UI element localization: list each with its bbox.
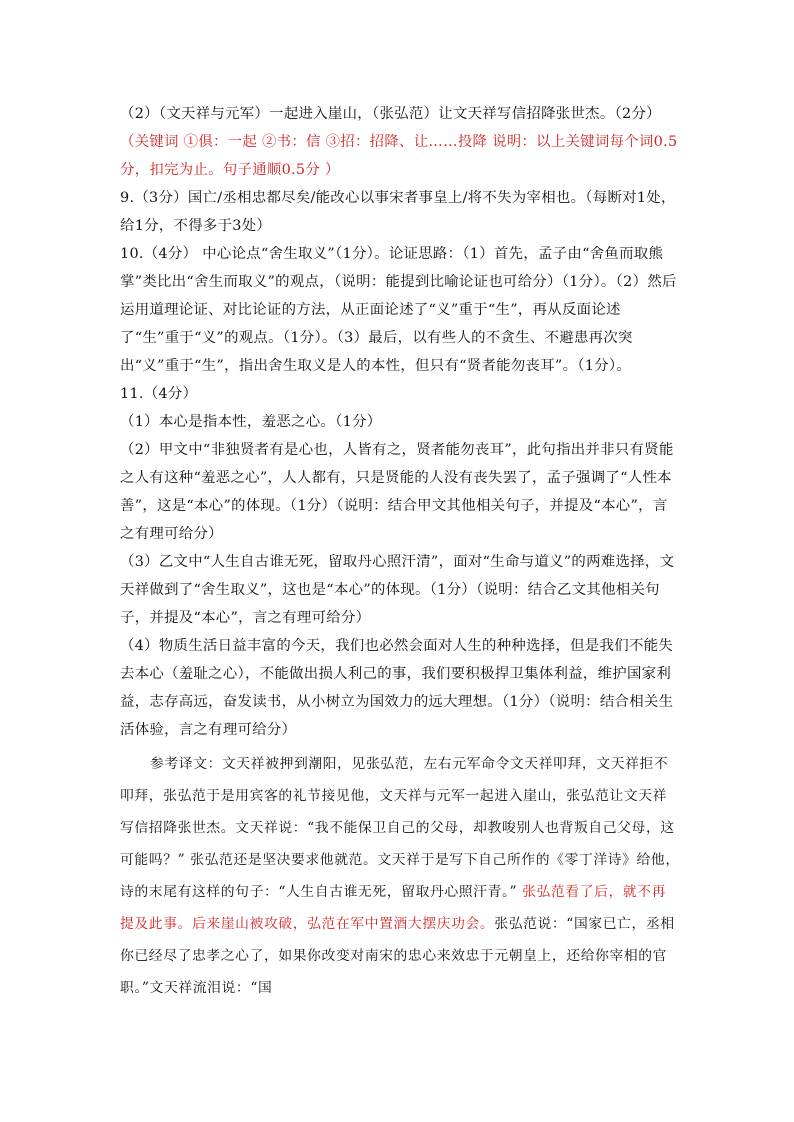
keyword-note: （关键词 ①俱：一起 ②书：信 ③招：招降、让……投降 说明：以上关键词每个词0.5分，扣完为止。句子通顺0.5分 ）	[120, 134, 678, 178]
translation-part1: 参考译文：文天祥被押到潮阳，见张弘范，左右元军命令文天祥叩拜，文天祥拒不叩拜，张弘范于是用宾客的礼节接见他，文天祥与元军一起进入崖山，张弘范让文天祥写信招降张世杰。文天祥说：“我不能保卫自己的父母，却教唆别人也背叛自己父母，这可能吗？” 张弘范还是坚决要求他就范。文天祥于是写下自己所作的《零丁洋诗》给他，诗的末尾有这样的句子：“人生自古谁无死，留取丹心照汗青。”	[120, 756, 680, 900]
answer-8-2: （2）（文天祥与元军）一起进入崖山，（张弘范）让文天祥写信招降张世杰。（2分）	[120, 106, 661, 122]
answer-11-heading: 11.（4分）	[120, 386, 198, 402]
translation-part2: 张弘范说：“国家已亡，丞相你已经尽了忠孝之心了，如果你改变对南宋的忠心来效忠于元朝皇上，还给你宰相的官职。”文天祥流泪说：“国	[120, 916, 675, 996]
reference-translation	[120, 748, 680, 1004]
answer-11-4: （4）物质生活日益丰富的今天，我们也必然会面对人生的种种选择，但是我们不能失去本心（羞耻之心），不能做出损人利己的事，我们要积极捍卫集体利益，维护国家利益，志存高远，奋发读书，从小树立为国效力的远大理想。（1分）（说明：结合相关生活体验，言之有理可给分）	[120, 638, 674, 738]
answer-9: 9.（3分）国亡/丞相忠都尽矣/能改心以事宋者事皇上/将不失为宰相也。（每断对1处，给1分，不得多于3处）	[120, 190, 676, 234]
answer-11-1: （1）本心是指本性，羞恶之心。（1分）	[120, 414, 382, 430]
answer-11-2: （2）甲文中“非独贤者有是心也，人皆有之，贤者能勿丧耳”，此句指出并非只有贤能之人有这种“羞恶之心”，人人都有，只是贤能的人没有丧失罢了，孟子强调了“人性本善”，这是“本心”的体现。（1分）（说明：结合甲文其他相关句子，并提及“本心”，言之有理可给分）	[120, 442, 674, 542]
translation-highlight: 张弘范看了后，就不再提及此事。后来崖山被攻破，弘范在军中置酒大摆庆功会。	[120, 884, 667, 932]
answer-10: 10.（4分） 中心论点“舍生取义”（1分）。论证思路：（1）首先，孟子由“舍鱼而取熊掌”类比出“舍生而取义”的观点，（说明：能提到比喻论证也可给分）（1分）。（2）然后运用道理论证、对比论证的方法，从正面论述了“义”重于“生”，再从反面论述了“生”重于“义”的观点。（1分）。（3）最后，以有些人的不贪生、不避患再次突出“义”重于“生”，指出舍生取义是人的本性，但只有“贤者能勿丧耳”。（1分）。	[120, 246, 677, 374]
answer-11-3: （3）乙文中“人生自古谁无死，留取丹心照汗清”，面对“生命与道义”的两难选择，文天祥做到了“舍生取义”，这也是“本心”的体现。（1分）（说明：结合乙文其他相关句子，并提及“本心”，言之有理可给分）	[120, 554, 675, 626]
